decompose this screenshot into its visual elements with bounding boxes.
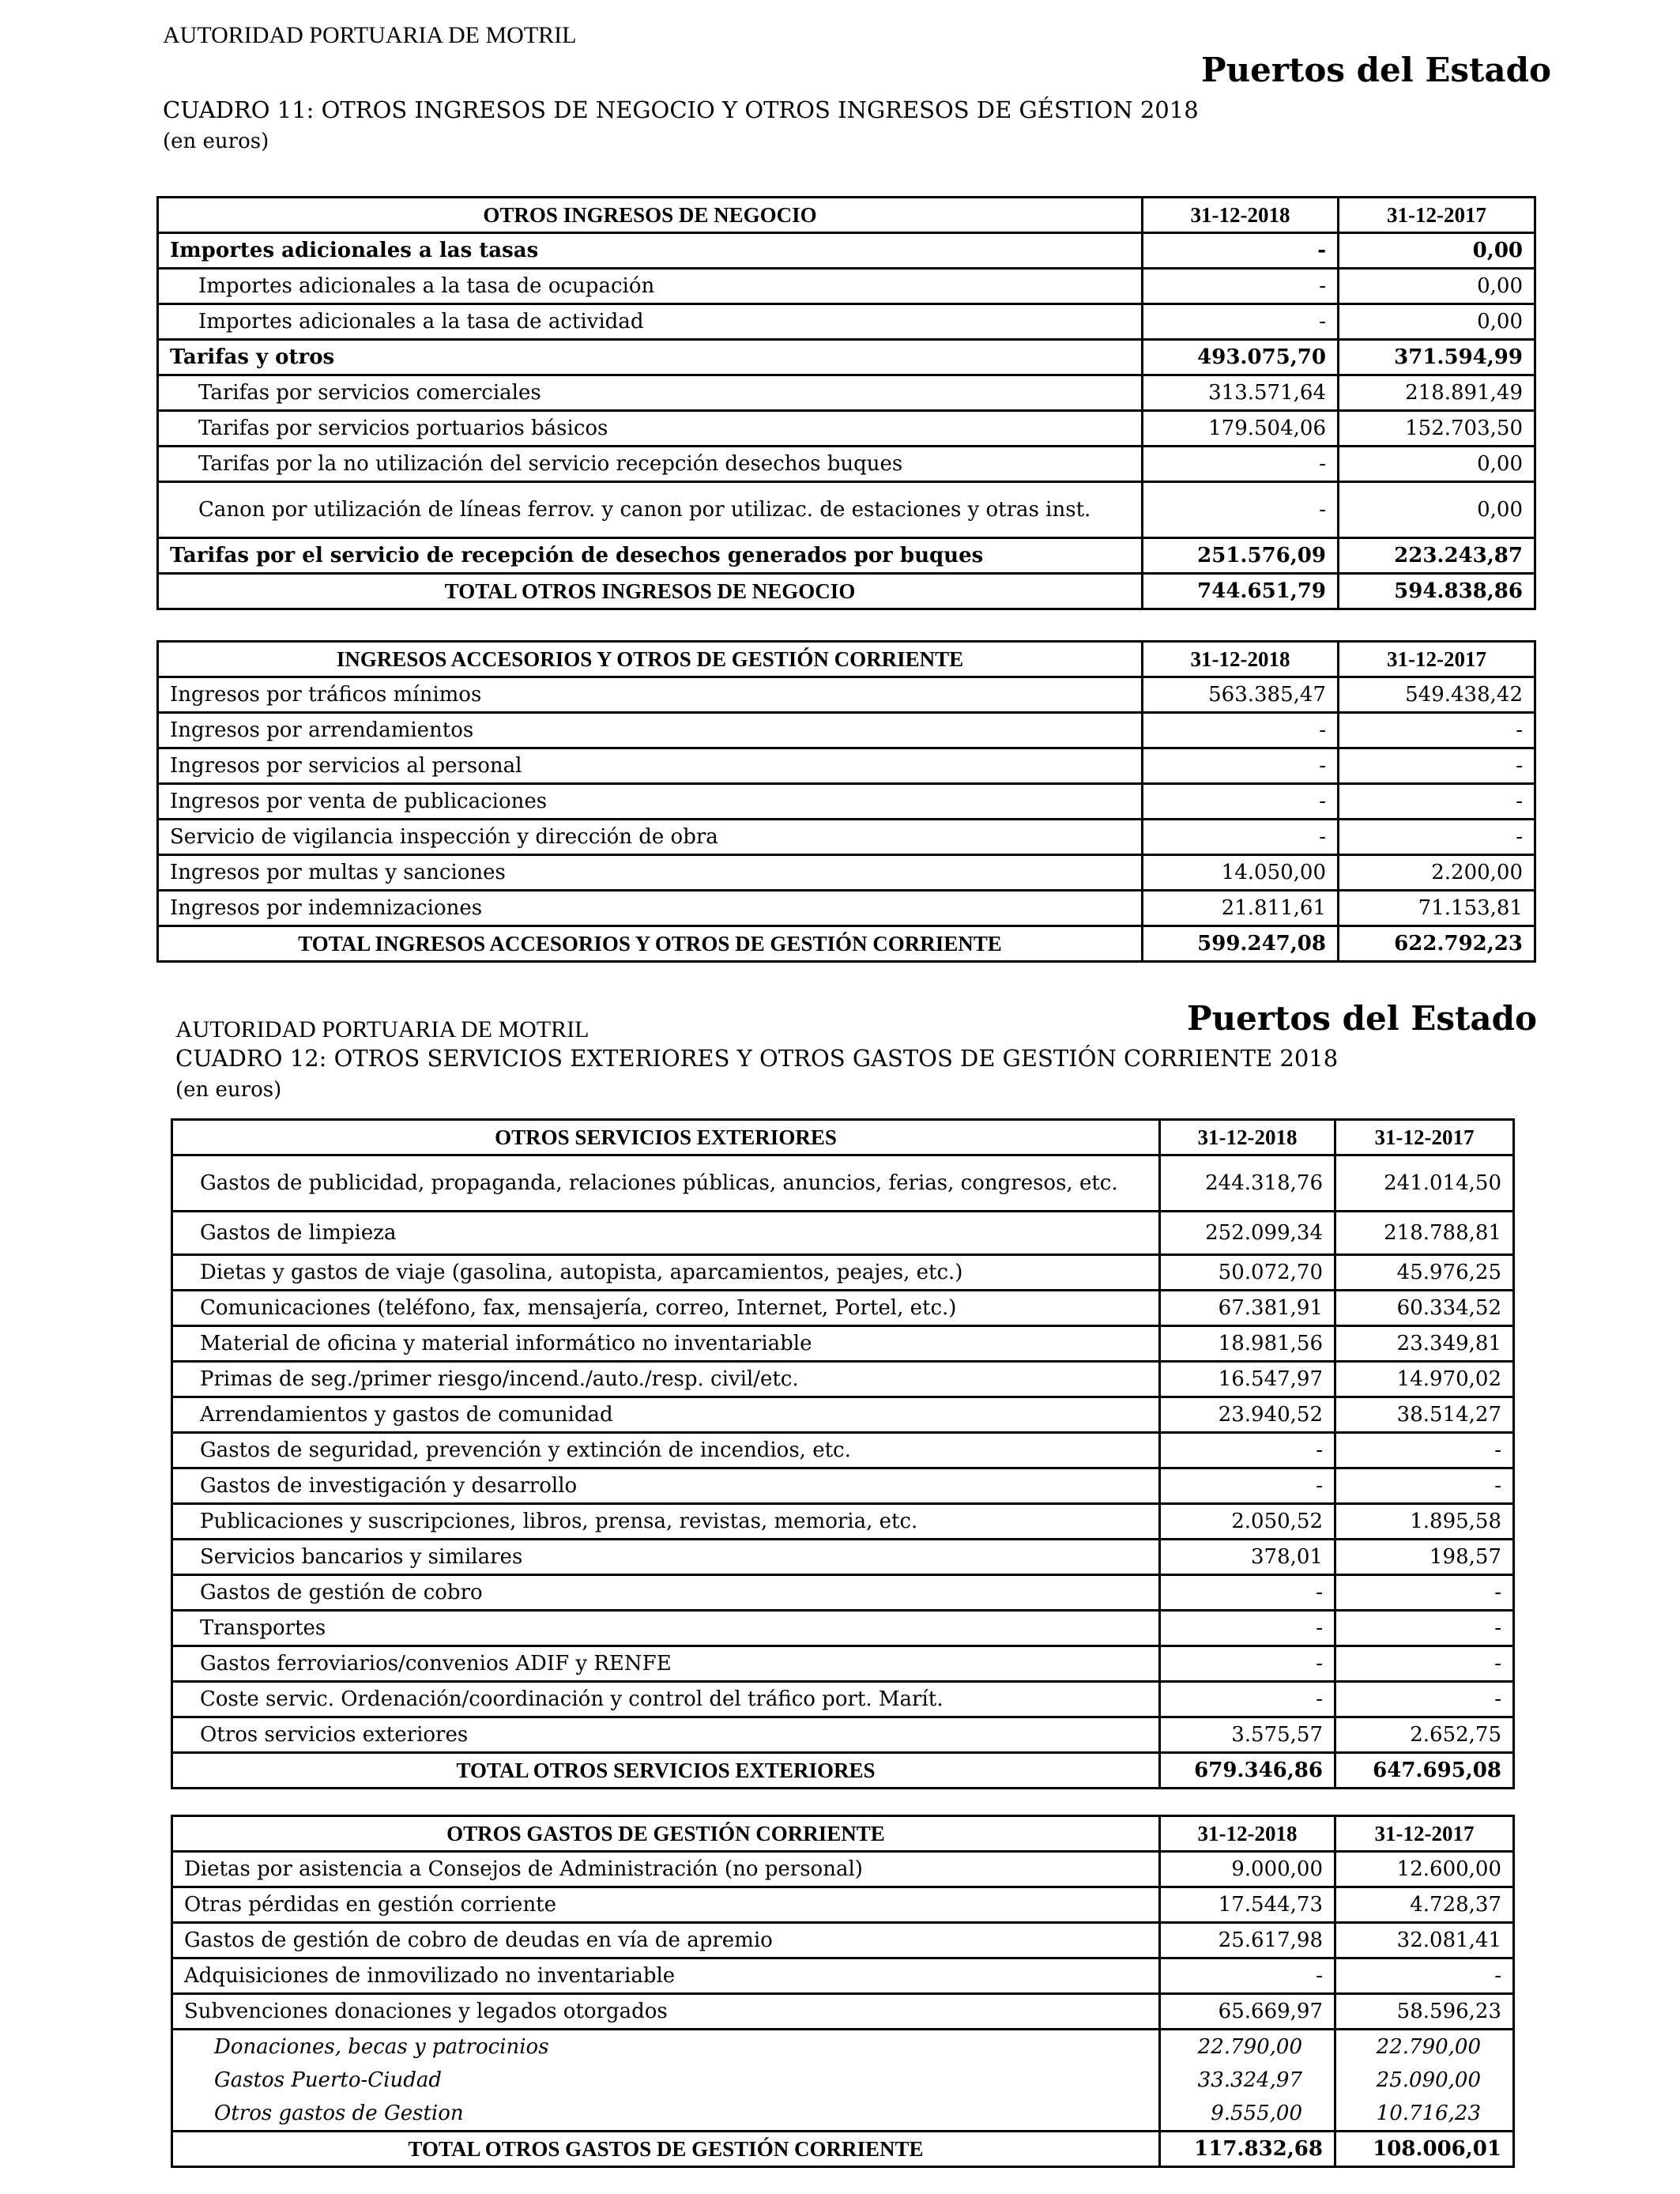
row-label: Gastos de limpieza — [172, 1212, 1160, 1255]
row-label: Comunicaciones (teléfono, fax, mensajería, correo, Internet, Portel, etc.) — [172, 1291, 1160, 1326]
total-2018: 744.651,79 — [1143, 574, 1339, 609]
row-label: Importes adicionales a la tasa de actividad — [158, 304, 1143, 340]
column-header: 31-12-2018 — [1143, 198, 1339, 233]
table-ingresos-accesorios — [156, 640, 1536, 963]
row-label: Ingresos por servicios al personal — [158, 748, 1143, 784]
table-row-detail — [172, 2097, 1514, 2132]
value-2017: - — [1335, 1958, 1514, 1994]
table-row — [172, 1958, 1514, 1994]
value-2018: - — [1143, 713, 1339, 748]
total-row — [158, 574, 1535, 609]
table-header-row — [158, 642, 1535, 677]
row-label: Canon por utilización de líneas ferrov. y canon por utilizac. de estaciones y otras inst. — [158, 482, 1143, 538]
column-header: OTROS INGRESOS DE NEGOCIO — [158, 198, 1143, 233]
value-2017: 1.895,58 — [1335, 1504, 1514, 1540]
table-row — [158, 820, 1535, 855]
table-row — [172, 1326, 1514, 1362]
value-2017: - — [1339, 820, 1535, 855]
value-2018: 50.072,70 — [1160, 1255, 1335, 1291]
value-2017: 241.014,50 — [1335, 1155, 1514, 1212]
table-otros-gastos-gestion — [171, 1815, 1515, 2168]
table-title-12: CUADRO 12: OTROS SERVICIOS EXTERIORES Y OTROS GASTOS DE GESTIÓN CORRIENTE 2018 — [175, 1045, 1339, 1072]
value-2018: 2.050,52 — [1160, 1504, 1335, 1540]
value-2018: 251.576,09 — [1143, 538, 1339, 574]
table-row — [172, 1155, 1514, 1212]
value-2018: 9.000,00 — [1160, 1852, 1335, 1887]
total-label: TOTAL OTROS GASTOS DE GESTIÓN CORRIENTE — [172, 2132, 1160, 2167]
table-row-detail — [172, 2030, 1514, 2064]
value-2017: 23.349,81 — [1335, 1326, 1514, 1362]
value-2018: 9.555,00 — [1160, 2097, 1335, 2132]
column-header: 31-12-2017 — [1335, 1120, 1514, 1155]
value-2017: - — [1339, 713, 1535, 748]
table-row — [158, 855, 1535, 891]
value-2018: 25.617,98 — [1160, 1923, 1335, 1958]
value-2018: 23.940,52 — [1160, 1397, 1335, 1433]
row-label: Gastos ferroviarios/convenios ADIF y RENFE — [172, 1646, 1160, 1682]
row-label: Servicio de vigilancia inspección y dirección de obra — [158, 820, 1143, 855]
table-row — [172, 1887, 1514, 1923]
row-label: Arrendamientos y gastos de comunidad — [172, 1397, 1160, 1433]
table-row — [158, 411, 1535, 447]
value-2018: - — [1143, 269, 1339, 304]
row-label: Tarifas y otros — [158, 340, 1143, 375]
table-row — [158, 677, 1535, 713]
total-label: TOTAL OTROS SERVICIOS EXTERIORES — [172, 1753, 1160, 1789]
table-row — [172, 1540, 1514, 1575]
column-header: 31-12-2018 — [1160, 1816, 1335, 1852]
table-row — [158, 891, 1535, 926]
row-label: Subvenciones donaciones y legados otorgados — [172, 1994, 1160, 2030]
value-2018: - — [1160, 1611, 1335, 1646]
column-header: 31-12-2018 — [1160, 1120, 1335, 1155]
total-2018: 679.346,86 — [1160, 1753, 1335, 1789]
value-2017: 152.703,50 — [1339, 411, 1535, 447]
table-row — [158, 233, 1535, 269]
value-2018: 65.669,97 — [1160, 1994, 1335, 2030]
table-row — [172, 1717, 1514, 1753]
row-label: Otros gastos de Gestion — [172, 2097, 1160, 2132]
value-2018: - — [1160, 1646, 1335, 1682]
table-row — [158, 713, 1535, 748]
value-2017: - — [1335, 1575, 1514, 1611]
row-label: Coste servic. Ordenación/coordinación y control del tráfico port. Marít. — [172, 1682, 1160, 1717]
table-row — [158, 784, 1535, 820]
total-row — [172, 2132, 1514, 2167]
total-2017: 594.838,86 — [1339, 574, 1535, 609]
total-row — [158, 926, 1535, 962]
value-2018: 244.318,76 — [1160, 1155, 1335, 1212]
column-header: INGRESOS ACCESORIOS Y OTROS DE GESTIÓN CORRIENTE — [158, 642, 1143, 677]
row-label: Servicios bancarios y similares — [172, 1540, 1160, 1575]
row-label: Ingresos por multas y sanciones — [158, 855, 1143, 891]
row-label: Gastos de gestión de cobro de deudas en vía de apremio — [172, 1923, 1160, 1958]
units-note: (en euros) — [175, 1078, 282, 1102]
table-row — [158, 538, 1535, 574]
total-label: TOTAL OTROS INGRESOS DE NEGOCIO — [158, 574, 1143, 609]
row-label: Tarifas por servicios comerciales — [158, 375, 1143, 411]
total-2018: 117.832,68 — [1160, 2132, 1335, 2167]
value-2017: 12.600,00 — [1335, 1852, 1514, 1887]
value-2017: 223.243,87 — [1339, 538, 1535, 574]
units-note: (en euros) — [163, 130, 269, 153]
table-row-detail — [172, 2064, 1514, 2097]
column-header: 31-12-2017 — [1339, 198, 1535, 233]
value-2017: 549.438,42 — [1339, 677, 1535, 713]
value-2017: - — [1335, 1611, 1514, 1646]
column-header: OTROS GASTOS DE GESTIÓN CORRIENTE — [172, 1816, 1160, 1852]
column-header: 31-12-2018 — [1143, 642, 1339, 677]
table-row — [158, 269, 1535, 304]
table-otros-servicios-exteriores — [171, 1118, 1515, 1789]
value-2017: 198,57 — [1335, 1540, 1514, 1575]
org-name: AUTORIDAD PORTUARIA DE MOTRIL — [163, 22, 577, 48]
value-2018: - — [1143, 784, 1339, 820]
table-row — [158, 375, 1535, 411]
value-2018: 16.547,97 — [1160, 1362, 1335, 1397]
table-row — [172, 1468, 1514, 1504]
value-2018: - — [1160, 1958, 1335, 1994]
value-2017: 45.976,25 — [1335, 1255, 1514, 1291]
table-row — [172, 1397, 1514, 1433]
brand-title: Puertos del Estado — [1201, 51, 1551, 89]
column-header: OTROS SERVICIOS EXTERIORES — [172, 1120, 1160, 1155]
row-label: Importes adicionales a la tasa de ocupación — [158, 269, 1143, 304]
row-label: Publicaciones y suscripciones, libros, prensa, revistas, memoria, etc. — [172, 1504, 1160, 1540]
row-label: Gastos Puerto-Ciudad — [172, 2064, 1160, 2097]
row-label: Material de oficina y material informático no inventariable — [172, 1326, 1160, 1362]
value-2017: 218.788,81 — [1335, 1212, 1514, 1255]
value-2018: 313.571,64 — [1143, 375, 1339, 411]
column-header: 31-12-2017 — [1339, 642, 1535, 677]
total-2018: 599.247,08 — [1143, 926, 1339, 962]
value-2017: - — [1335, 1646, 1514, 1682]
value-2018: 493.075,70 — [1143, 340, 1339, 375]
value-2017: 38.514,27 — [1335, 1397, 1514, 1433]
org-name: AUTORIDAD PORTUARIA DE MOTRIL — [175, 1016, 590, 1042]
row-label: Ingresos por indemnizaciones — [158, 891, 1143, 926]
table-row — [158, 748, 1535, 784]
value-2017: - — [1339, 784, 1535, 820]
value-2017: 32.081,41 — [1335, 1923, 1514, 1958]
table-row — [158, 482, 1535, 538]
value-2018: - — [1160, 1433, 1335, 1468]
value-2018: 14.050,00 — [1143, 855, 1339, 891]
value-2018: 33.324,97 — [1160, 2064, 1335, 2097]
row-label: Tarifas por la no utilización del servicio recepción desechos buques — [158, 447, 1143, 482]
value-2018: 22.790,00 — [1160, 2030, 1335, 2064]
value-2018: - — [1143, 748, 1339, 784]
column-header: 31-12-2017 — [1335, 1816, 1514, 1852]
table-title-11: CUADRO 11: OTROS INGRESOS DE NEGOCIO Y OTROS INGRESOS DE GÉSTION 2018 — [163, 96, 1199, 123]
row-label: Gastos de seguridad, prevención y extinción de incendios, etc. — [172, 1433, 1160, 1468]
table-row — [172, 1575, 1514, 1611]
row-label: Otros servicios exteriores — [172, 1717, 1160, 1753]
value-2018: 18.981,56 — [1160, 1326, 1335, 1362]
table-row — [172, 1646, 1514, 1682]
row-label: Tarifas por servicios portuarios básicos — [158, 411, 1143, 447]
row-label: Ingresos por tráficos mínimos — [158, 677, 1143, 713]
row-label: Ingresos por arrendamientos — [158, 713, 1143, 748]
value-2018: 17.544,73 — [1160, 1887, 1335, 1923]
value-2018: 378,01 — [1160, 1540, 1335, 1575]
value-2017: 0,00 — [1339, 304, 1535, 340]
table-otros-ingresos-negocio — [156, 196, 1536, 610]
table-row — [172, 1212, 1514, 1255]
table-row — [172, 1255, 1514, 1291]
value-2017: 58.596,23 — [1335, 1994, 1514, 2030]
table-row — [172, 1923, 1514, 1958]
table-row — [172, 1994, 1514, 2030]
total-row — [172, 1753, 1514, 1789]
value-2017: 14.970,02 — [1335, 1362, 1514, 1397]
value-2018: - — [1160, 1682, 1335, 1717]
table-row — [158, 340, 1535, 375]
total-label: TOTAL INGRESOS ACCESORIOS Y OTROS DE GESTIÓN CORRIENTE — [158, 926, 1143, 962]
table-header-row — [158, 198, 1535, 233]
value-2017: 0,00 — [1339, 447, 1535, 482]
row-label: Primas de seg./primer riesgo/incend./auto./resp. civil/etc. — [172, 1362, 1160, 1397]
value-2017: 25.090,00 — [1335, 2064, 1514, 2097]
row-label: Dietas por asistencia a Consejos de Administración (no personal) — [172, 1852, 1160, 1887]
value-2018: - — [1143, 447, 1339, 482]
table-header-row — [172, 1120, 1514, 1155]
value-2018: - — [1160, 1575, 1335, 1611]
table-row — [172, 1291, 1514, 1326]
row-label: Tarifas por el servicio de recepción de desechos generados por buques — [158, 538, 1143, 574]
value-2018: 21.811,61 — [1143, 891, 1339, 926]
value-2018: 252.099,34 — [1160, 1212, 1335, 1255]
value-2017: - — [1335, 1433, 1514, 1468]
table-row — [172, 1504, 1514, 1540]
value-2017: 60.334,52 — [1335, 1291, 1514, 1326]
row-label: Donaciones, becas y patrocinios — [172, 2030, 1160, 2064]
value-2017: 4.728,37 — [1335, 1887, 1514, 1923]
value-2017: 71.153,81 — [1339, 891, 1535, 926]
value-2017: 10.716,23 — [1335, 2097, 1514, 2132]
row-label: Importes adicionales a las tasas — [158, 233, 1143, 269]
row-label: Otras pérdidas en gestión corriente — [172, 1887, 1160, 1923]
value-2017: 2.652,75 — [1335, 1717, 1514, 1753]
value-2018: 67.381,91 — [1160, 1291, 1335, 1326]
row-label: Gastos de gestión de cobro — [172, 1575, 1160, 1611]
value-2017: 371.594,99 — [1339, 340, 1535, 375]
value-2017: 2.200,00 — [1339, 855, 1535, 891]
row-label: Adquisiciones de inmovilizado no inventariable — [172, 1958, 1160, 1994]
table-row — [172, 1362, 1514, 1397]
table-row — [172, 1433, 1514, 1468]
value-2017: 0,00 — [1339, 269, 1535, 304]
value-2017: 22.790,00 — [1335, 2030, 1514, 2064]
value-2018: - — [1143, 482, 1339, 538]
row-label: Gastos de investigación y desarrollo — [172, 1468, 1160, 1504]
row-label: Ingresos por venta de publicaciones — [158, 784, 1143, 820]
value-2017: - — [1335, 1468, 1514, 1504]
table-row — [158, 447, 1535, 482]
table-row — [172, 1852, 1514, 1887]
total-2017: 622.792,23 — [1339, 926, 1535, 962]
value-2017: - — [1335, 1682, 1514, 1717]
table-row — [172, 1682, 1514, 1717]
value-2018: 563.385,47 — [1143, 677, 1339, 713]
value-2017: 0,00 — [1339, 482, 1535, 538]
total-2017: 647.695,08 — [1335, 1753, 1514, 1789]
row-label: Transportes — [172, 1611, 1160, 1646]
row-label: Dietas y gastos de viaje (gasolina, autopista, aparcamientos, peajes, etc.) — [172, 1255, 1160, 1291]
table-row — [158, 304, 1535, 340]
value-2017: - — [1339, 748, 1535, 784]
total-2017: 108.006,01 — [1335, 2132, 1514, 2167]
brand-title: Puertos del Estado — [1187, 999, 1537, 1038]
value-2018: - — [1143, 304, 1339, 340]
value-2017: 218.891,49 — [1339, 375, 1535, 411]
value-2017: 0,00 — [1339, 233, 1535, 269]
table-row — [172, 1611, 1514, 1646]
value-2018: 179.504,06 — [1143, 411, 1339, 447]
value-2018: - — [1160, 1468, 1335, 1504]
value-2018: - — [1143, 820, 1339, 855]
value-2018: 3.575,57 — [1160, 1717, 1335, 1753]
row-label: Gastos de publicidad, propaganda, relaciones públicas, anuncios, ferias, congresos, etc. — [172, 1155, 1160, 1212]
table-header-row — [172, 1816, 1514, 1852]
value-2018: - — [1143, 233, 1339, 269]
